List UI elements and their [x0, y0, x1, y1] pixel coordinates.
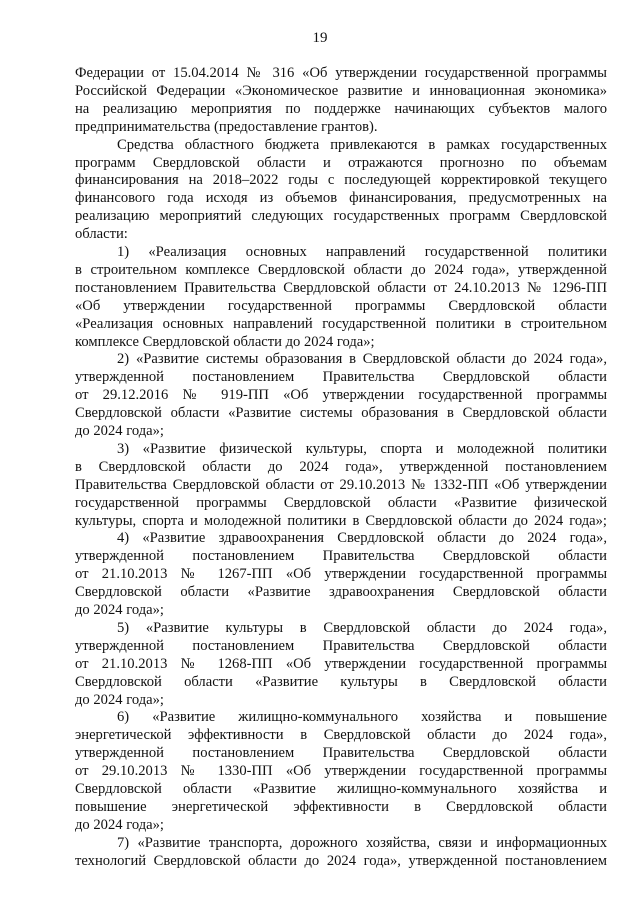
text-line: энергетической эффективности в Свердловской области до 2024 года», [75, 727, 607, 744]
text-line: комплексе Свердловской области до 2024 года»; [75, 333, 375, 350]
text-line: Свердловской области «Развитие культуры в Свердловской области [75, 673, 607, 690]
text-line: до 2024 года»; [75, 423, 164, 439]
text-line: от 21.10.2013 № 1268-ПП «Об утверждении государственной программы [75, 655, 607, 672]
text-line: культуры, спорта и молодежной политики в Свердловской области до 2024 года»; [75, 512, 607, 529]
text-line: до 2024 года»; [75, 602, 164, 618]
text-line: 5) «Развитие культуры в Свердловской области до 2024 года», [117, 619, 607, 636]
text-line: «Об утверждении государственной программы Свердловской области [75, 297, 607, 314]
text-line: 2) «Развитие системы образования в Свердловской области до 2024 года», [117, 351, 607, 368]
text-line: программ Свердловской области и отражаются прогнозно по объемам [75, 154, 607, 171]
text-line: 4) «Развитие здравоохранения Свердловской области до 2024 года», [117, 530, 607, 547]
text-line: финансового года исходя из объемов финансирования, предусмотренных на [75, 190, 607, 207]
text-line: повышение энергетической эффективности в Свердловской области [75, 798, 607, 815]
text-line: 1) «Реализация основных направлений государственной политики [117, 244, 607, 260]
text-line: финансирования на 2018–2022 годы с последующей корректировкой текущего [75, 172, 607, 189]
text-line: Средства областного бюджета привлекаются в рамках государственных [117, 136, 607, 153]
text-line: области: [75, 226, 128, 243]
text-line: до 2024 года»; [75, 691, 164, 708]
text-line: Свердловской области «Развитие системы образования в Свердловской области [75, 405, 607, 422]
text-line: 3) «Развитие физической культуры, спорта и молодежной политики [117, 440, 607, 457]
text-line: утвержденной постановлением Правительства Свердловской области [75, 369, 607, 386]
text-line: утвержденной постановлением Правительства Свердловской области [75, 745, 607, 762]
text-line: в Свердловской области до 2024 года», утвержденной постановлением [75, 458, 607, 475]
text-line: 7) «Развитие транспорта, дорожного хозяйства, связи и информационных [117, 834, 607, 851]
text-line: утвержденной постановлением Правительства Свердловской области [75, 548, 607, 565]
text-line: Свердловской области «Развитие здравоохранения Свердловской области [75, 584, 607, 601]
text-line: реализацию мероприятий следующих государственных программ Свердловской [75, 208, 607, 225]
text-line: «Реализация основных направлений государственной политики в строительном [75, 315, 607, 332]
text-line: от 29.10.2013 № 1330-ПП «Об утверждении государственной программы [75, 763, 607, 780]
text-line: предпринимательства (предоставление грантов). [75, 118, 378, 135]
text-line: от 21.10.2013 № 1267-ПП «Об утверждении государственной программы [75, 566, 607, 583]
text-line: Свердловской области «Развитие жилищно-коммунального хозяйства и [75, 781, 607, 797]
text-line: Федерации от 15.04.2014 № 316 «Об утверждении государственной программы [75, 65, 607, 81]
text-line: технологий Свердловской области до 2024 года», утвержденной постановлением [75, 852, 607, 869]
text-line: на реализацию мероприятия по поддержке начинающих субъектов малого [75, 100, 607, 117]
text-line: Правительства Свердловской области от 29.10.2013 № 1332-ПП «Об утверждении [75, 476, 607, 493]
text-line: постановлением Правительства Свердловской области от 24.10.2013 № 1296-ПП [75, 279, 607, 296]
text-line: от 29.12.2016 № 919-ПП «Об утверждении государственной программы [75, 387, 607, 404]
text-line: до 2024 года»; [75, 816, 164, 833]
text-line: 6) «Развитие жилищно-коммунального хозяйства и повышение [117, 709, 607, 726]
text-line: государственной программы Свердловской области «Развитие физической [75, 494, 607, 511]
text-line: в строительном комплексе Свердловской области до 2024 года», утвержденной [75, 261, 607, 278]
page-number: 19 [312, 30, 328, 46]
text-line: Российской Федерации «Экономическое развитие и инновационная экономика» [75, 82, 607, 99]
text-line: утвержденной постановлением Правительства Свердловской области [75, 637, 607, 654]
